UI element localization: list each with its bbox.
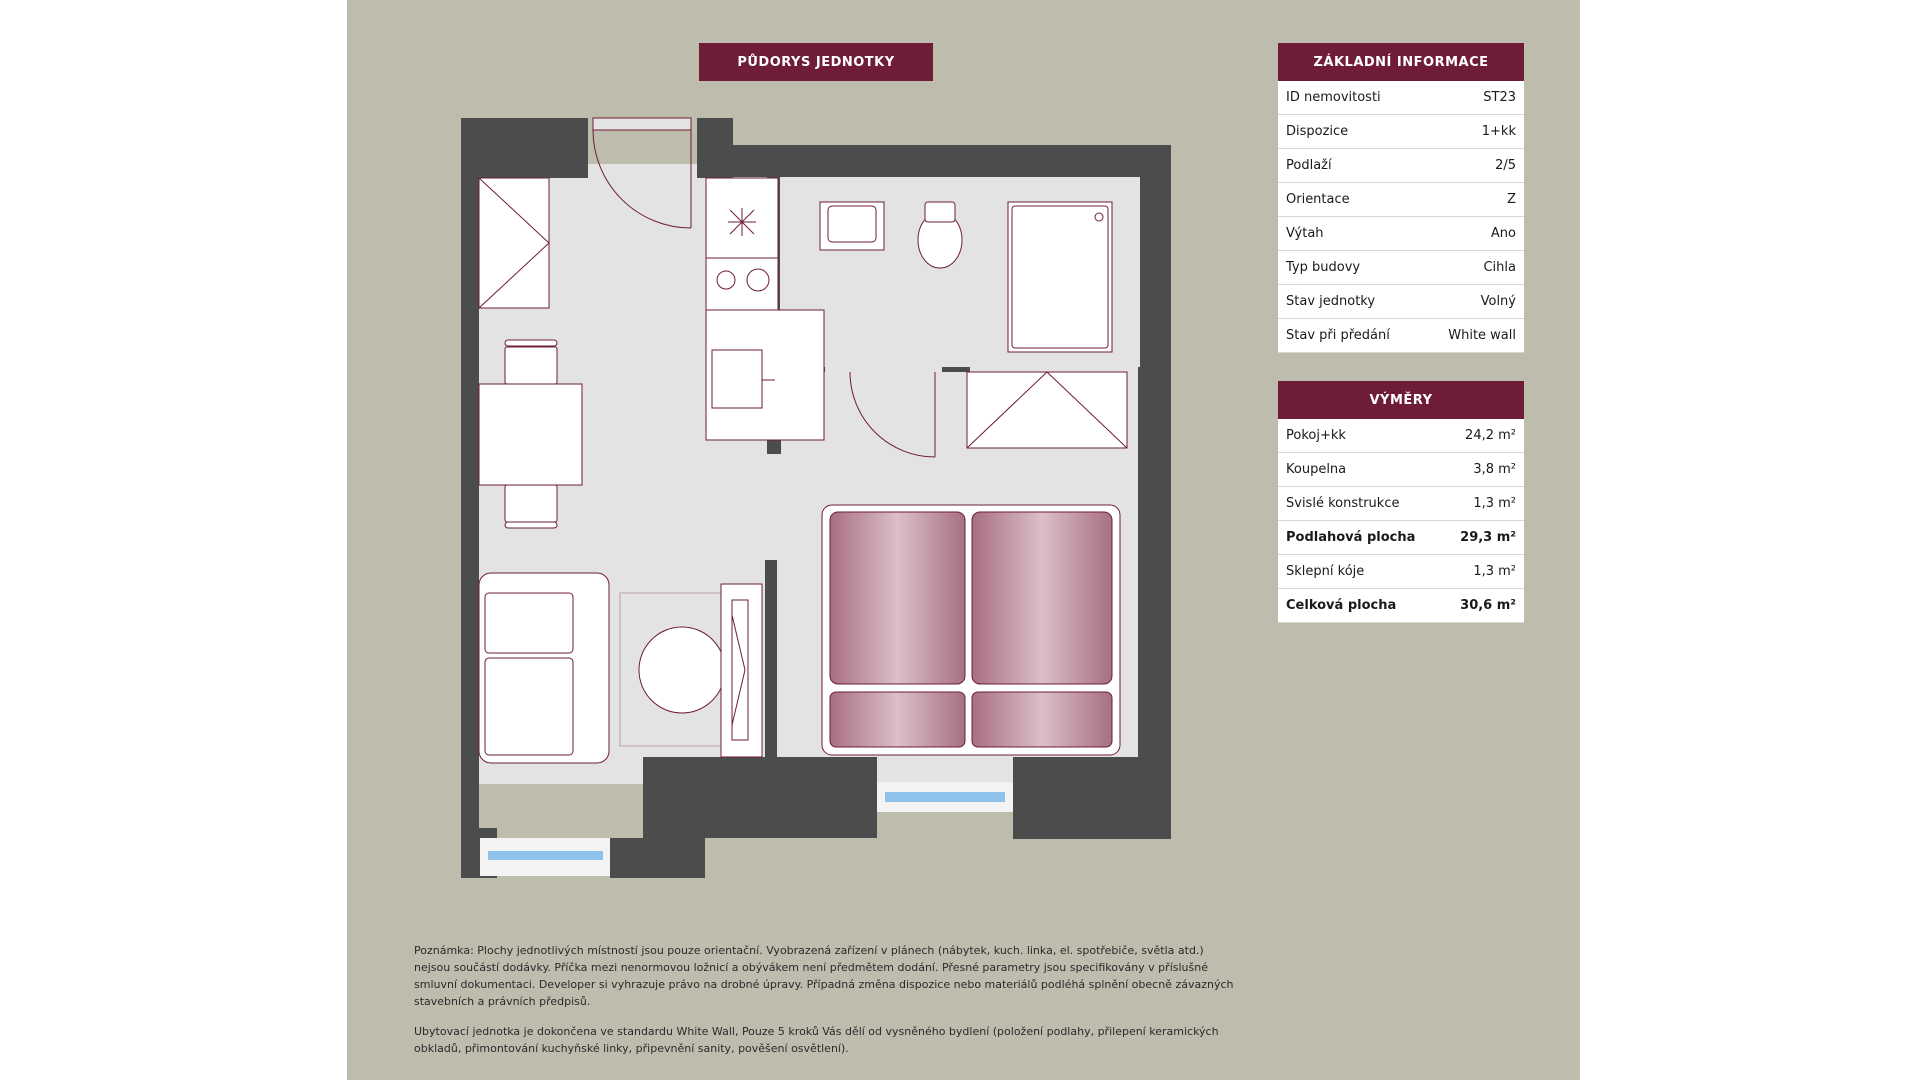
info-row-podlazi: [1278, 149, 1524, 183]
area-label: Podlahová plocha: [1286, 530, 1416, 545]
area-value: 1,3 m²: [1473, 496, 1516, 511]
info-row-vytah: [1278, 217, 1524, 251]
wardrobe-left: [479, 178, 549, 308]
info-value: 1+kk: [1481, 124, 1516, 139]
area-value: 3,8 m²: [1473, 462, 1516, 477]
area-row-pokoj: [1278, 419, 1524, 453]
area-row-sklepni: [1278, 555, 1524, 589]
info-label: Stav při předání: [1286, 328, 1390, 343]
info-label: Výtah: [1286, 226, 1324, 241]
info-value: White wall: [1448, 328, 1516, 343]
standard-note: Ubytovací jednotka je dokončena ve standardu White Wall, Pouze 5 kroků Vás dělí od vysněného bydlení (položení podlahy, přilepení keramických obkladů, přimontování kuchyňské linky, připevnění sanity, pověšení osvětlení).: [414, 1025, 1219, 1055]
area-value: 29,3 m²: [1460, 530, 1516, 545]
info-label: Podlaží: [1286, 158, 1332, 173]
areas-title: VÝMĚRY: [1278, 381, 1524, 419]
basic-info-title: ZÁKLADNÍ INFORMACE: [1278, 43, 1524, 81]
info-row-orientace: [1278, 183, 1524, 217]
area-row-svisle: [1278, 487, 1524, 521]
info-value: 2/5: [1495, 158, 1516, 173]
info-label: Orientace: [1286, 192, 1350, 207]
area-label: Svislé konstrukce: [1286, 496, 1400, 511]
info-row-dispozice: [1278, 115, 1524, 149]
area-row-koupelna: [1278, 453, 1524, 487]
info-label: Stav jednotky: [1286, 294, 1376, 309]
wardrobe-right: [967, 372, 1127, 448]
info-label: Typ budovy: [1286, 260, 1361, 275]
info-label: ID nemovitosti: [1286, 90, 1381, 105]
info-row-stav-pri-predani: [1278, 319, 1524, 353]
area-value: 1,3 m²: [1473, 564, 1516, 579]
info-row-id: [1278, 81, 1524, 115]
area-label: Pokoj+kk: [1286, 428, 1346, 443]
info-value: ST23: [1483, 90, 1516, 105]
disclaimer-note: Poznámka: Plochy jednotlivých místností jsou pouze orientační. Vyobrazená zařízení v plánech (nábytek, kuch. linka, el. spotřebiče, světla atd.) nejsou součástí dodávky. Příčka mezi nenormovou ložnicí a obývákem není předmětem dodání. Přesné parametry jsou specifikovány v příslušné smluvní dokumentaci. Developer si vyhrazuje právo na drobné úpravy. Případná změna dispozice nebo materiálů podléhá splnění obecně závazných stavebních a právních předpisů.: [414, 944, 1234, 1008]
tall-cabinet: [721, 584, 762, 757]
bed: [822, 505, 1120, 755]
area-row-podlahova: [1278, 521, 1524, 555]
info-row-stav-jednotky: [1278, 285, 1524, 319]
area-row-celkova: [1278, 589, 1524, 623]
info-row-typ-budovy: [1278, 251, 1524, 285]
area-value: 24,2 m²: [1465, 428, 1516, 443]
floorplan-title: PŮDORYS JEDNOTKY: [699, 43, 933, 81]
basic-info-panel: [1278, 43, 1524, 353]
info-value: Ano: [1490, 226, 1516, 241]
info-value: Volný: [1480, 294, 1516, 309]
area-value: 30,6 m²: [1460, 598, 1516, 613]
floorplan-drawing: [450, 110, 1180, 880]
info-value: Cihla: [1483, 260, 1516, 275]
info-label: Dispozice: [1286, 124, 1349, 139]
area-label: Sklepní kóje: [1286, 564, 1365, 579]
area-label: Koupelna: [1286, 462, 1347, 477]
areas-panel: [1278, 381, 1524, 623]
info-value: Z: [1507, 192, 1516, 207]
area-label: Celková plocha: [1286, 598, 1397, 613]
